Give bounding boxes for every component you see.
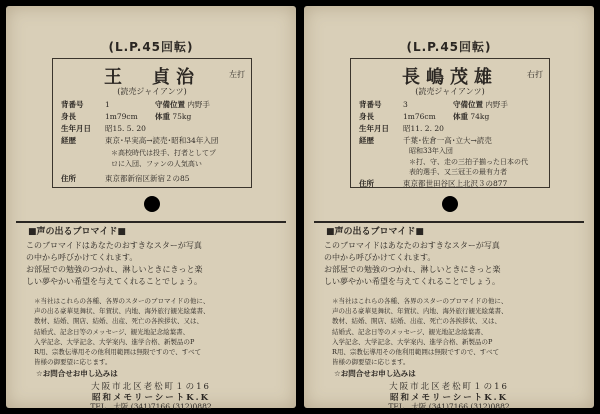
team-name: (読売ジャイアンツ) <box>117 87 187 96</box>
player-info-box <box>52 58 252 188</box>
row-career: 経歴 東京･早実高→読売･昭和34年入団 <box>61 136 219 145</box>
intro-text: このブロマイドはあなたのおすきなスターが写真 の中から呼びかけてくれます。 お部屋での勉強のつかれ、淋しいときにきっと楽 しい夢やかい希望を与えてくれることでしょう。 <box>26 241 203 286</box>
batting-hand: 右打 <box>527 70 543 79</box>
note-line-2: 表的選手、又三冠王の最有力者 <box>409 168 507 176</box>
company-name: 昭和メモリーシートK.K <box>389 393 509 403</box>
lp-label: (L.P.45回転) <box>108 40 194 54</box>
company-address: 大阪市北区老松町１の16 <box>389 382 509 392</box>
body-text: ＊当社はこれらの各種、各界のスターのブロマイドの他に、 声の出る豪華見舞状、年賀状、内地、海外旅行観光絵葉書、 教材、結婚、開店、結婚、出産、死亡の各挨拶状、又は、 結婚式、記念日等のメッセージ、観光地記念絵葉書、 入学記念、大学記念、大学案内、進学合格、新製品のP R用、宗教伝導用その他利用範囲は無限ですので、すべて 皆様の御要望に応じます。 <box>332 297 508 367</box>
row-number: 背番号 1 守備位置 内野手 <box>61 100 210 109</box>
intro-text: このブロマイドはあなたのおすきなスターが写真 の中から呼びかけてくれます。 お部屋での勉強のつかれ、淋しいときにきっと楽 しい夢やかい希望を与えてくれることでしょう。 <box>324 241 501 286</box>
row-career: 経歴 千葉･佐倉一高･立大→読売 <box>359 136 492 145</box>
spindle-hole <box>144 196 160 212</box>
contact-label: ☆お問合せお申し込みは <box>36 369 118 378</box>
team-name: (読売ジャイアンツ) <box>415 87 485 96</box>
lp-label: (L.P.45回転) <box>406 40 492 54</box>
card-oh <box>6 6 296 411</box>
contact-label: ☆お問合せお申し込みは <box>334 369 416 378</box>
body-text: ＊当社はこれらの各種、各界のスターのブロマイドの他に、 声の出る豪華見舞状、年賀状、内地、海外旅行観光絵葉書、 教材、結婚、開店、結婚、出産、死亡の各挨拶状、又は、 結婚式、記念日等のメッセージ、観光地記念絵葉書、 入学記念、大学記念、大学案内、進学合格、新製品のP R用、宗教伝導用その他利用範囲は無限ですので、すべて 皆様の御要望に応じます。 <box>34 297 210 367</box>
company-name: 昭和メモリーシートK.K <box>91 393 211 403</box>
spindle-hole <box>442 196 458 212</box>
row-address: 住所 東京都新宿区新宿２の85 <box>61 174 190 183</box>
player-name: 長嶋茂雄 <box>402 67 498 88</box>
row-height: 身長 1m79cm 体重 75kg <box>61 112 192 121</box>
banner: ■声の出るブロマイド■ <box>16 221 286 235</box>
note-line-1: ＊打、守、走の三拍子揃った日本の代 <box>409 158 528 166</box>
company-tel: TEL 大阪 (341)7166 (312)0882 <box>90 402 212 411</box>
player-name: 王 貞治 <box>104 67 200 88</box>
company-address: 大阪市北区老松町１の16 <box>91 382 211 392</box>
uniform-number: 1 <box>105 100 110 109</box>
uniform-number: 3 <box>403 100 408 109</box>
row-number: 背番号 3 守備位置 内野手 <box>359 100 508 109</box>
player-info-box <box>350 58 550 188</box>
row-birth: 生年月日 昭15. 5. 20 <box>61 124 146 133</box>
card-nagashima <box>304 6 594 411</box>
note-line-1: ＊高校時代は投手、打者としてプ <box>111 149 216 157</box>
row-address: 住所 東京都世田谷区上北沢３の877 <box>359 179 508 188</box>
career-line-2: 昭和33年入団 <box>409 147 453 155</box>
company-tel: TEL 大阪 (341)7166 (312)0882 <box>388 402 510 411</box>
banner: ■声の出るブロマイド■ <box>314 221 584 235</box>
note-line-2: ロに入団、ファンの人気高い <box>111 160 202 168</box>
batting-hand: 左打 <box>229 70 245 79</box>
row-birth: 生年月日 昭11. 2. 20 <box>359 124 444 133</box>
row-height: 身長 1m76cm 体重 74kg <box>359 112 490 121</box>
